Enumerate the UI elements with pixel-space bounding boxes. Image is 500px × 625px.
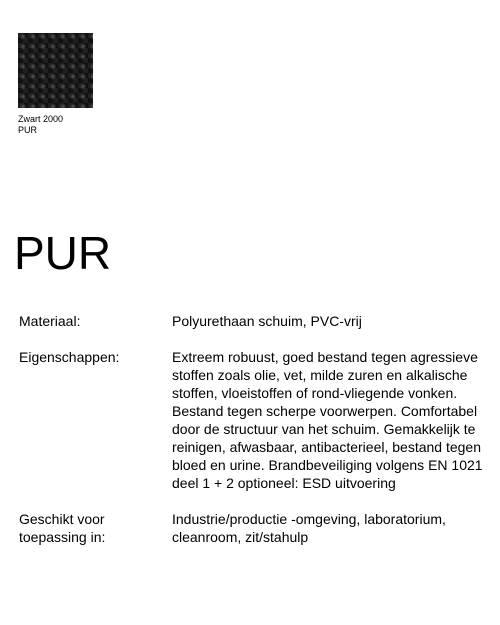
page-title: PUR [14,227,112,279]
swatch-name: Zwart 2000 [18,114,64,124]
spec-label: Eigenschappen: [19,349,120,365]
spec-row-materiaal [19,312,489,330]
spec-row-eigenschappen [19,348,489,492]
spec-table [19,312,489,546]
spec-label: Geschikt voor toepassing in: [19,511,106,545]
spec-value: Polyurethaan schuim, PVC-vrij [172,313,362,329]
swatch-material: PUR [18,125,38,135]
spec-row-toepassing [19,510,489,546]
material-swatch [18,33,93,108]
spec-value: Extreem robuust, goed bestand tegen agressieve stoffen zoals olie, vet, milde zuren en alkalische stoffen, vloeistoffen of rond-vliegende vonken. Bestand tegen scherpe voorwerpen. Comfortabel door de structuur van het schuim. Gemakkelijk te reinigen, afwasbaar, antibacterieel, bestand tegen bloed en urine. Brandbeveiliging volgens EN 1021 deel 1 + 2 optioneel: ESD uitvoering [172,349,483,491]
spec-value: Industrie/productie -omgeving, laboratorium, cleanroom, zit/stahulp [172,511,446,545]
swatch-caption [18,114,63,136]
spec-label: Materiaal: [19,313,81,329]
